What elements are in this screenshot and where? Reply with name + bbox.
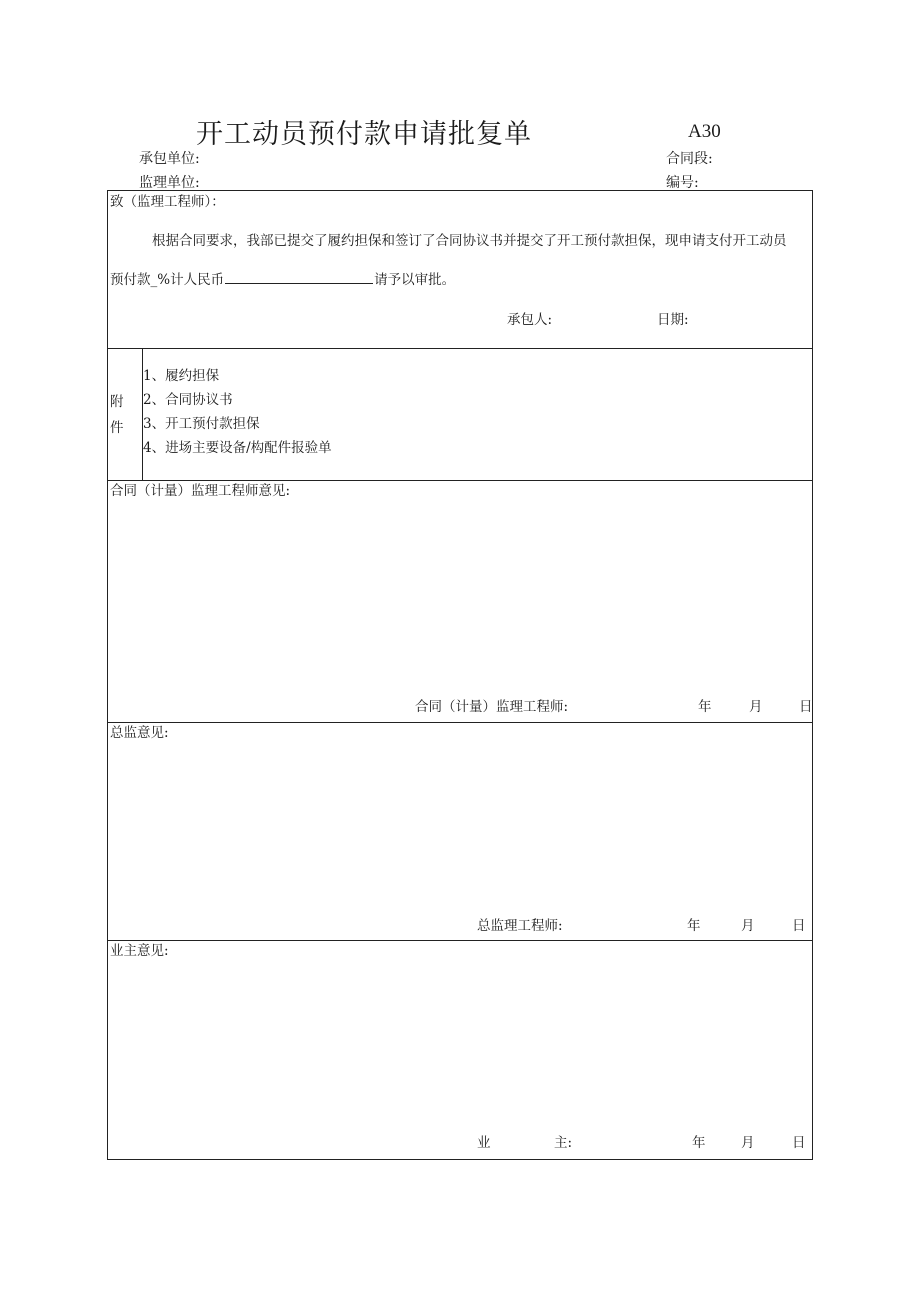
form-table <box>107 190 813 1160</box>
attachment-item-3: 3、开工预付款担保 <box>143 416 260 432</box>
attachments-label-2: 件 <box>110 420 124 436</box>
contractor-unit-label: 承包单位: <box>139 151 200 167</box>
divider <box>108 722 812 723</box>
supervision-unit-label: 监理单位: <box>139 175 200 191</box>
owner-signer-label-1: 业 <box>477 1135 491 1151</box>
attachment-item-1: 1、履约担保 <box>143 368 220 384</box>
engineer-opinion-title: 合同（计量）监理工程师意见: <box>110 483 291 499</box>
contractor-signer-label: 承包人: <box>507 312 553 328</box>
application-body-line2 <box>110 272 455 288</box>
amount-suffix: 请予以审批。 <box>374 272 456 288</box>
engineer-year-label: 年 <box>698 699 712 715</box>
chief-day-label: 日 <box>792 918 806 934</box>
number-label: 编号: <box>666 175 699 191</box>
application-body-line1: 根据合同要求，我部已提交了履约担保和签订了合同协议书并提交了开工预付款担保，现申请支付开工动员 <box>152 233 787 249</box>
contract-section-label: 合同段: <box>666 151 713 167</box>
owner-opinion-title: 业主意见: <box>110 943 169 959</box>
chief-signer-label: 总监理工程师: <box>477 918 563 934</box>
owner-year-label: 年 <box>692 1135 706 1151</box>
owner-signer-label-2: 主: <box>554 1135 573 1151</box>
attachments-label-1: 附 <box>110 394 124 410</box>
engineer-day-label: 日 <box>799 699 813 715</box>
divider <box>108 480 812 481</box>
chief-year-label: 年 <box>687 918 701 934</box>
owner-month-label: 月 <box>741 1135 755 1151</box>
divider <box>108 940 812 941</box>
engineer-month-label: 月 <box>749 699 763 715</box>
addressee-label: 致（监理工程师）： <box>110 194 225 210</box>
engineer-signer-label: 合同（计量）监理工程师: <box>415 699 569 715</box>
page-title: 开工动员预付款申请批复单 <box>196 119 532 150</box>
chief-month-label: 月 <box>741 918 755 934</box>
amount-blank[interactable] <box>225 272 373 284</box>
amount-prefix: 预付款_%计人民币 <box>110 272 225 288</box>
divider <box>108 348 812 349</box>
attachment-item-4: 4、进场主要设备/构配件报验单 <box>143 440 332 456</box>
form-code: A30 <box>688 121 721 142</box>
owner-day-label: 日 <box>792 1135 806 1151</box>
attachment-item-2: 2、合同协议书 <box>143 392 233 408</box>
application-date-label: 日期: <box>657 312 689 328</box>
chief-opinion-title: 总监意见: <box>110 725 169 741</box>
